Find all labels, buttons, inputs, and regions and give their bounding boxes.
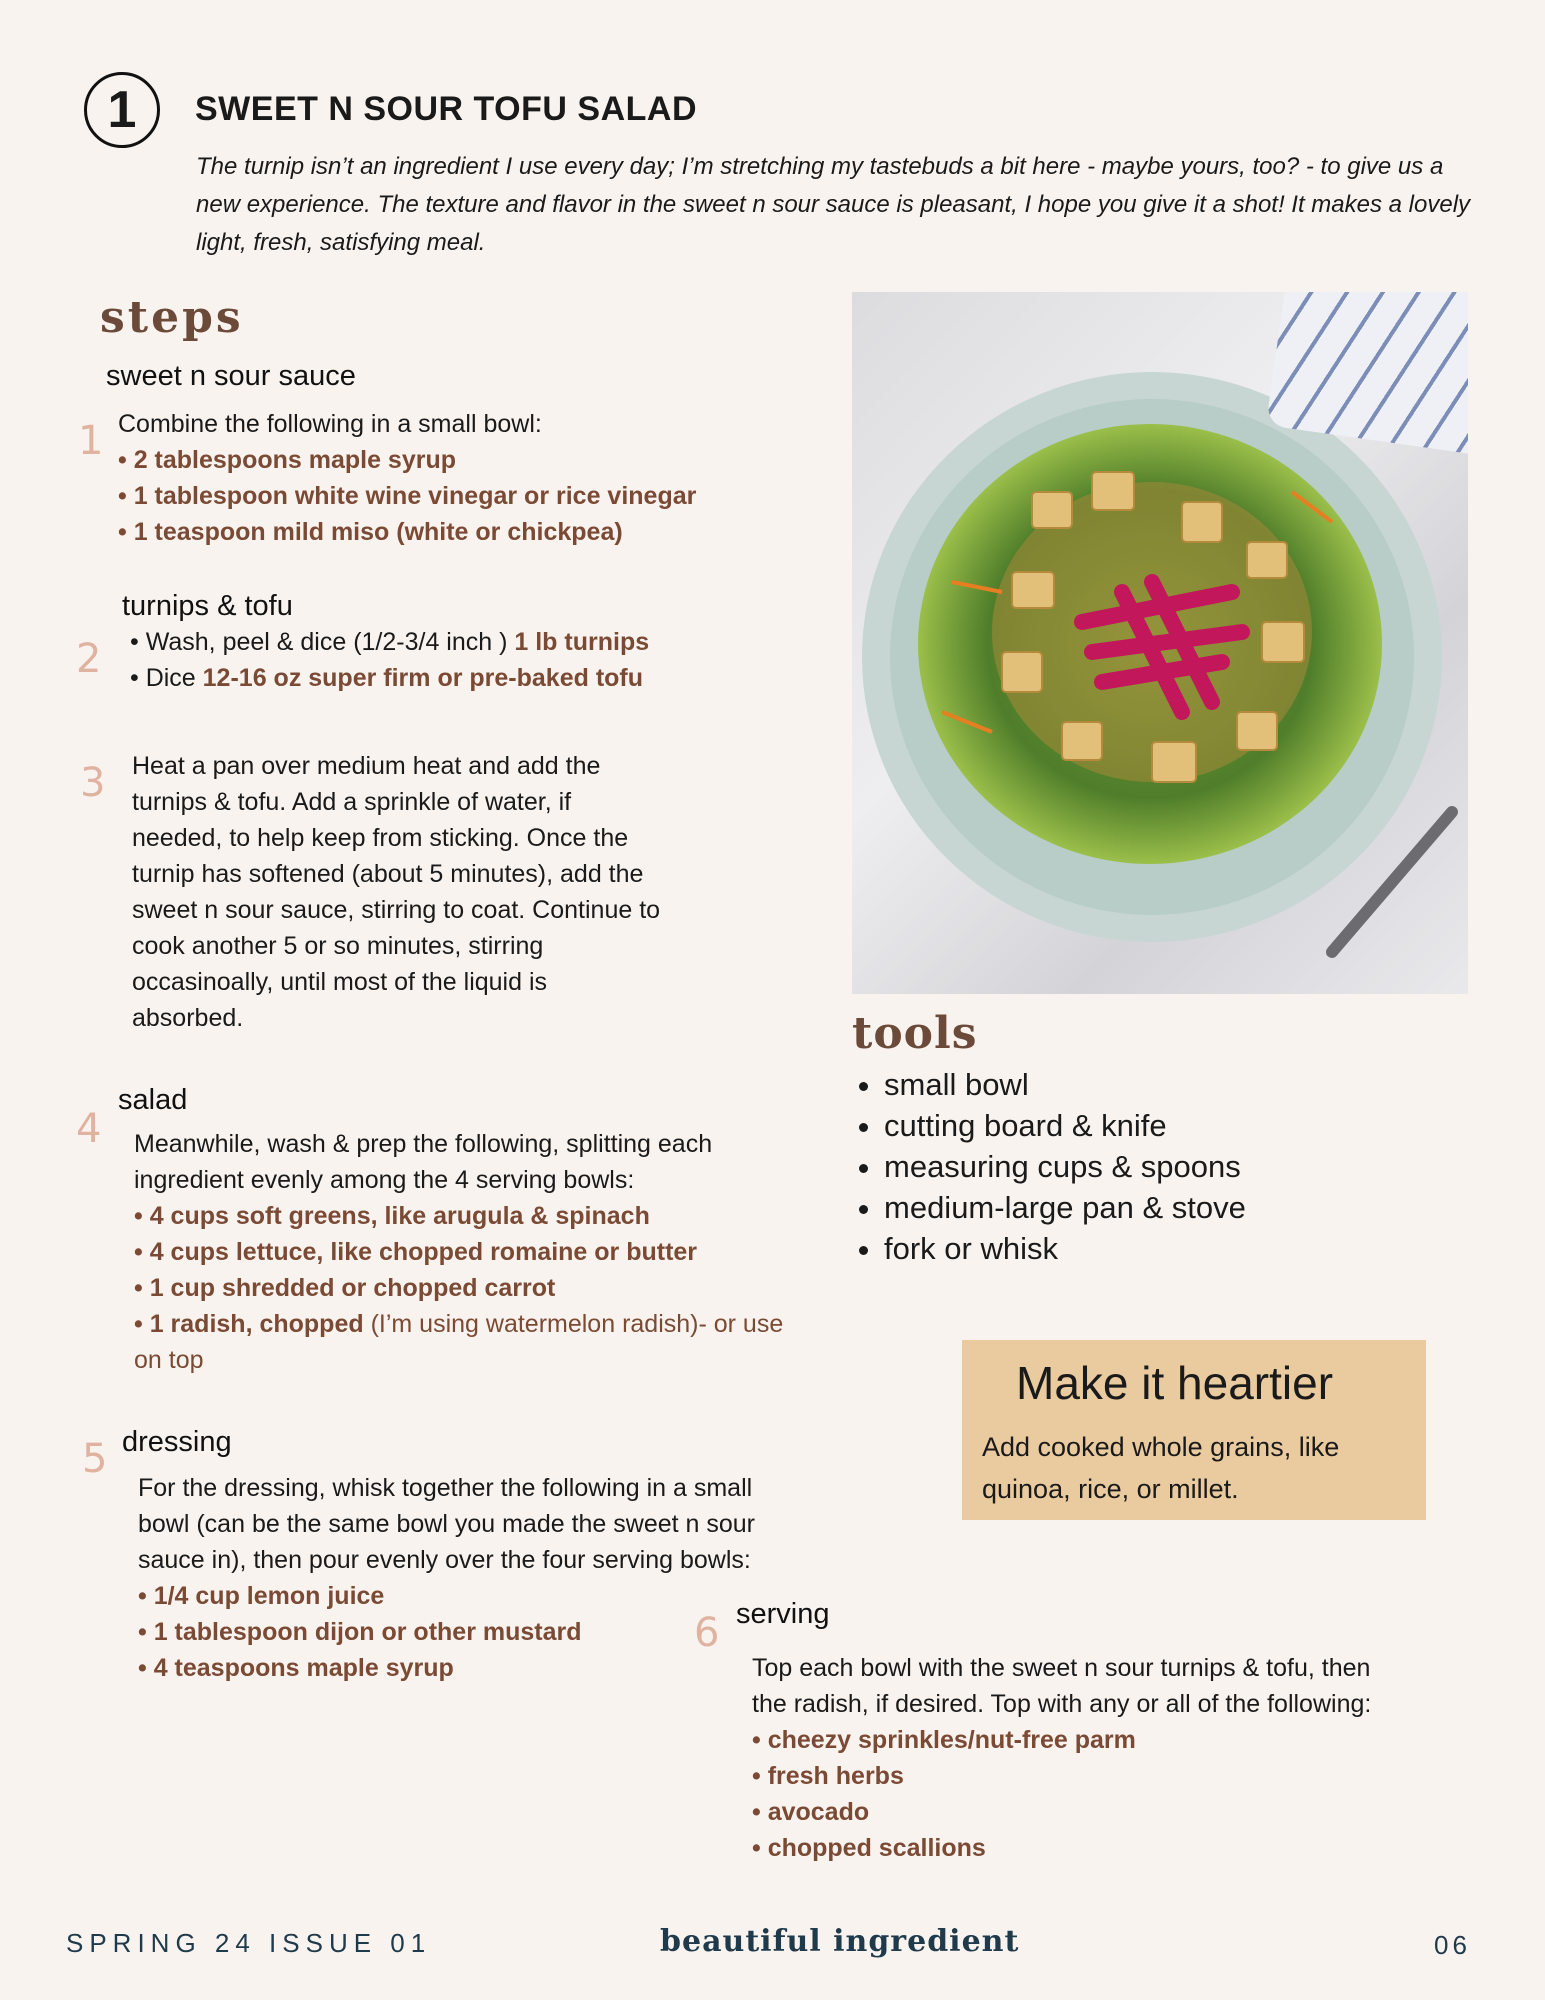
step-3-line: sweet n sour sauce, stirring to coat. Continue to [132, 896, 661, 924]
step-2-number: 2 [76, 636, 102, 682]
recipe-number: 1 [107, 81, 137, 139]
step-3-line: turnips & tofu. Add a sprinkle of water, if [132, 788, 572, 816]
steps-heading: steps [100, 292, 244, 343]
heartier-line: Add cooked whole grains, like [982, 1432, 1340, 1462]
step-2-subtitle: turnips & tofu [122, 590, 293, 622]
step-1-item: • 1 teaspoon mild miso (white or chickpea) [118, 518, 623, 546]
footer-issue: SPRING 24 ISSUE 01 [66, 1928, 432, 1958]
step-5-item: • 1 tablespoon dijon or other mustard [138, 1618, 582, 1646]
step-4-line: Meanwhile, wash & prep the following, splitting each [134, 1130, 713, 1158]
heartier-title: Make it heartier [1016, 1357, 1334, 1409]
step-5-line: For the dressing, whisk together the following in a small [138, 1474, 753, 1502]
step-2-line-2: • Dice [130, 664, 203, 692]
step-6-line: the radish, if desired. Top with any or all of the following: [752, 1690, 1372, 1718]
recipe-title: SWEET N SOUR TOFU SALAD [195, 90, 697, 128]
step-6-body [752, 1650, 1532, 1866]
step-4-number: 4 [76, 1106, 102, 1152]
step-3-line: absorbed. [132, 1004, 244, 1032]
step-1-item: • 1 tablespoon white wine vinegar or rice vinegar [118, 482, 697, 510]
step-3-line: occasinoally, until most of the liquid is [132, 968, 548, 996]
step-3-line: needed, to help keep from sticking. Once the [132, 824, 629, 852]
tool-item: • medium-large pan & stove [884, 1187, 1246, 1228]
step-5-item: • 1/4 cup lemon juice [138, 1582, 385, 1610]
step-6-item: • fresh herbs [752, 1762, 904, 1790]
recipe-intro: The turnip isn’t an ingredient I use every day; I’m stretching my tastebuds a bit here - maybe yours, too? - to give us a new experience. The texture and flavor in the sweet n sour sauce is pleasant, I hope you give it a shot! It makes a lovely light, fresh, satisfying meal. [196, 153, 1471, 256]
step-4-line: ingredient evenly among the 4 serving bowls: [134, 1166, 635, 1194]
step-4-item-radish-cont: on top [134, 1346, 204, 1374]
step-4-subtitle: salad [118, 1084, 188, 1116]
tools-heading: tools [852, 1008, 978, 1059]
step-5-number: 5 [82, 1436, 108, 1482]
tools-list [852, 1064, 1246, 1269]
heartier-line: quinoa, rice, or millet. [982, 1474, 1239, 1504]
tool-item: • small bowl [884, 1064, 1246, 1105]
step-3-line: cook another 5 or so minutes, stirring [132, 932, 544, 960]
step-2-line-1-ingredient: 1 lb turnips [514, 628, 650, 656]
step-2-line-1: • Wash, peel & dice (1/2-3/4 inch ) [130, 628, 515, 656]
step-5-line: sauce in), then pour evenly over the four serving bowls: [138, 1546, 751, 1574]
step-6-subtitle: serving [736, 1598, 830, 1630]
make-it-heartier-box [962, 1340, 1426, 1520]
heartier-text [982, 1426, 1339, 1510]
step-6-number: 6 [694, 1610, 720, 1656]
step-5-subtitle: dressing [122, 1426, 232, 1458]
tool-item: • fork or whisk [884, 1228, 1246, 1269]
step-1-text: Combine the following in a small bowl: [118, 410, 542, 438]
step-3-line: turnip has softened (about 5 minutes), add the [132, 860, 644, 888]
step-1-number: 1 [78, 418, 104, 464]
step-6-line: Top each bowl with the sweet n sour turnips & tofu, then [752, 1654, 1371, 1682]
step-4-item-radish: • 1 radish, chopped [134, 1310, 364, 1338]
step-3-number: 3 [80, 760, 106, 806]
step-3-body [132, 748, 832, 1036]
step-5-line: bowl (can be the same bowl you made the sweet n sour [138, 1510, 756, 1538]
step-4-body [134, 1126, 894, 1378]
step-6-item: • avocado [752, 1798, 870, 1826]
step-2-body [130, 624, 850, 696]
salad-photo [852, 292, 1468, 994]
step-6-item: • chopped scallions [752, 1834, 986, 1862]
tool-item: • measuring cups & spoons [884, 1146, 1246, 1187]
step-4-item: • 4 cups lettuce, like chopped romaine or butter [134, 1238, 698, 1266]
step-3-line: Heat a pan over medium heat and add the [132, 752, 601, 780]
step-4-item: • 1 cup shredded or chopped carrot [134, 1274, 556, 1302]
step-1-item: • 2 tablespoons maple syrup [118, 446, 457, 474]
step-1-subtitle: sweet n sour sauce [106, 360, 356, 392]
footer-brand: beautiful ingredient [660, 1924, 1020, 1959]
step-4-item-radish-note: (I’m using watermelon radish)- or use [363, 1310, 784, 1338]
recipe-number-badge [84, 72, 160, 148]
step-1-body [118, 406, 838, 550]
footer-page-number: 06 [1434, 1930, 1471, 1960]
step-5-item: • 4 teaspoons maple syrup [138, 1654, 454, 1682]
tool-item: • cutting board & knife [884, 1105, 1246, 1146]
step-6-item: • cheezy sprinkles/nut-free parm [752, 1726, 1136, 1754]
step-2-line-2-ingredient: 12-16 oz super firm or pre-baked tofu [202, 664, 644, 692]
step-4-item: • 4 cups soft greens, like arugula & spinach [134, 1202, 650, 1230]
